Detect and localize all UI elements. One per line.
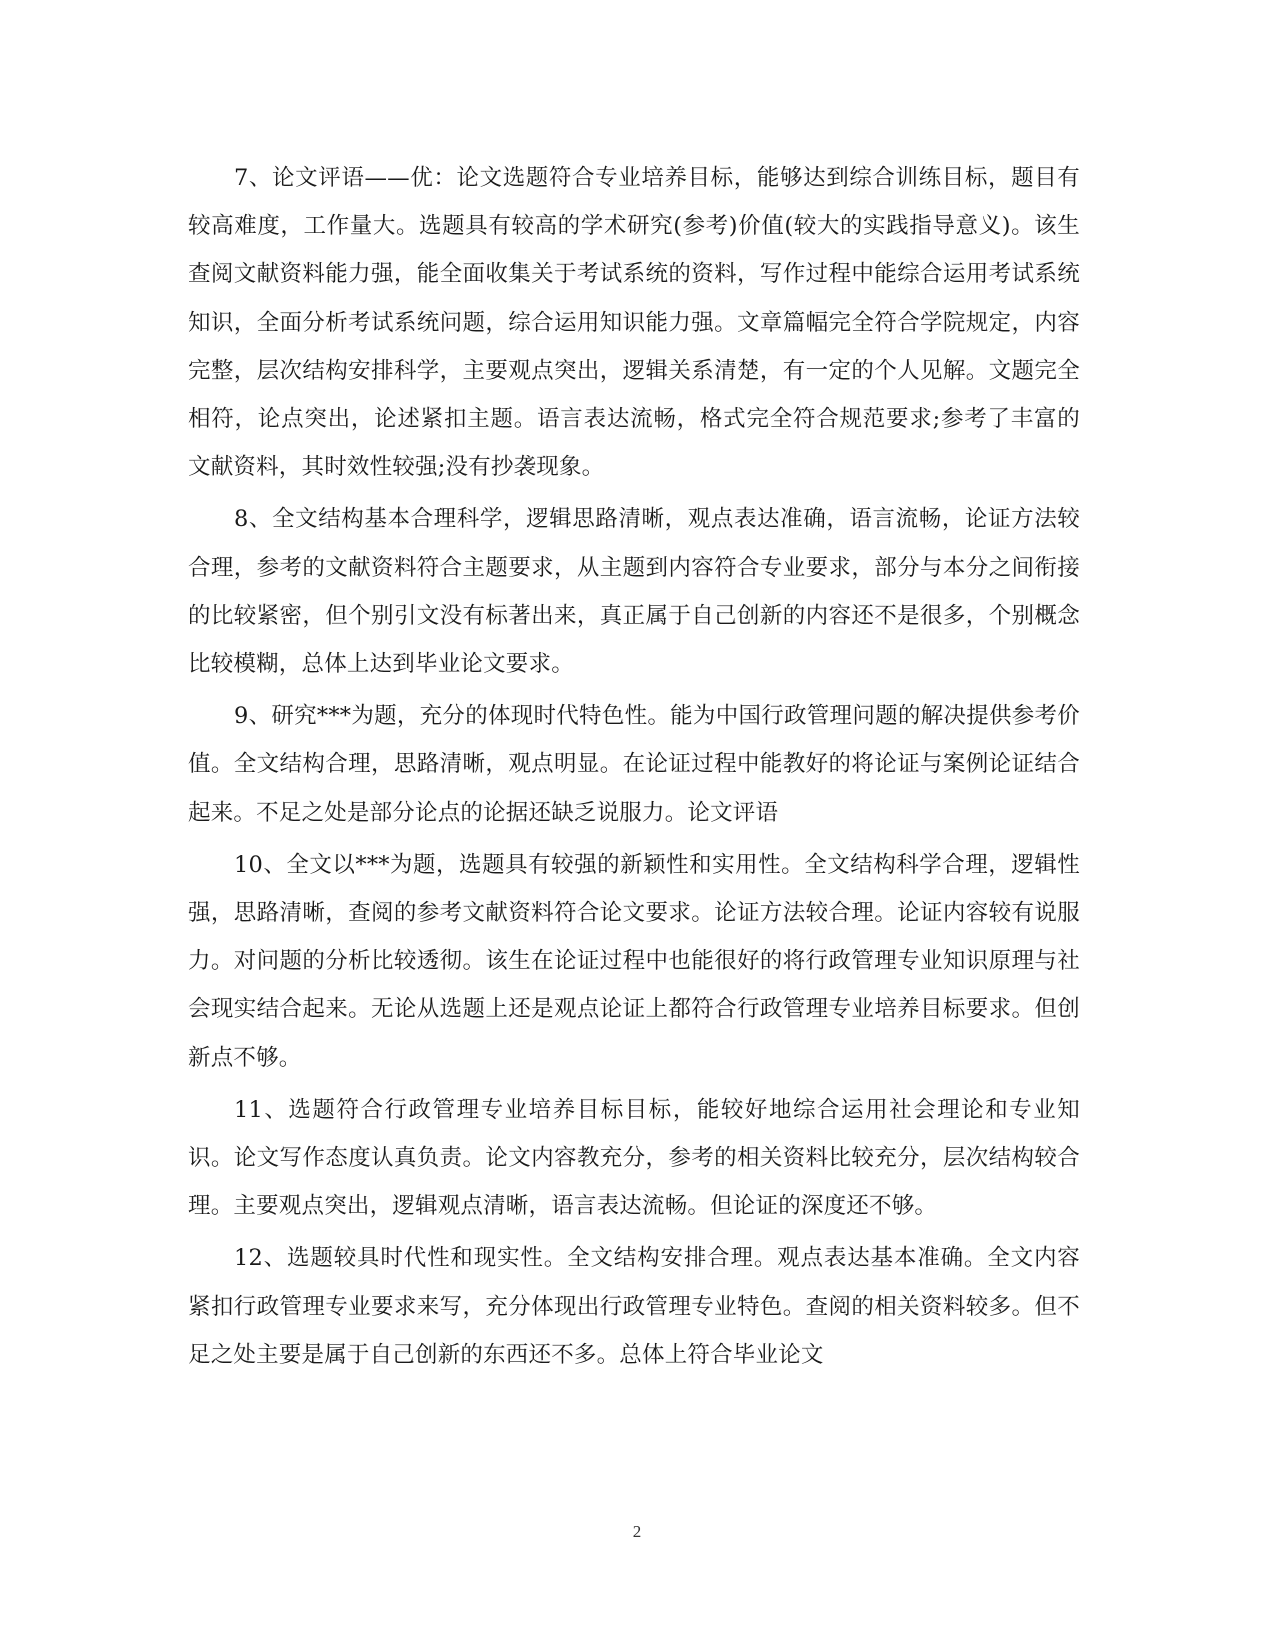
paragraph-11: 11、选题符合行政管理专业培养目标目标，能较好地综合运用社会理论和专业知识。论文写作态度认真负责。论文内容教充分，参考的相关资料比较充分，层次结构较合理。主要观点突出，逻辑观点清晰，语言表达流畅。但论证的深度还不够。: [188, 1096, 1080, 1220]
paragraph-10: 10、全文以***为题，选题具有较强的新颖性和实用性。全文结构科学合理，逻辑性强，思路清晰，查阅的参考文献资料符合论文要求。论证方法较合理。论证内容较有说服力。对问题的分析比较透彻。该生在论证过程中也能很好的将行政管理专业知识原理与社会现实结合起来。无论从选题上还是观点论证上都符合行政管理专业培养目标要求。但创新点不够。: [188, 851, 1080, 1071]
paragraph-8: 8、全文结构基本合理科学，逻辑思路清晰，观点表达准确，语言流畅，论证方法较合理，参考的文献资料符合主题要求，从主题到内容符合专业要求，部分与本分之间衔接的比较紧密，但个别引文没有标著出来，真正属于自己创新的内容还不是很多，个别概念比较模糊，总体上达到毕业论文要求。: [188, 506, 1080, 678]
document-body: [188, 154, 1080, 1383]
paragraph-7: 7、论文评语——优：论文选题符合专业培养目标，能够达到综合训练目标，题目有较高难度，工作量大。选题具有较高的学术研究(参考)价值(较大的实践指导意义)。该生查阅文献资料能力强，能全面收集关于考试系统的资料，写作过程中能综合运用考试系统知识，全面分析考试系统问题，综合运用知识能力强。文章篇幅完全符合学院规定，内容完整，层次结构安排科学，主要观点突出，逻辑关系清楚，有一定的个人见解。文题完全相符，论点突出，论述紧扣主题。语言表达流畅，格式完全符合规范要求;参考了丰富的文献资料，其时效性较强;没有抄袭现象。: [188, 165, 1080, 481]
page-number: 2: [632, 1522, 642, 1541]
paragraph-12: 12、选题较具时代性和现实性。全文结构安排合理。观点表达基本准确。全文内容紧扣行政管理专业要求来写，充分体现出行政管理专业特色。查阅的相关资料较多。但不足之处主要是属于自己创新的东西还不多。总体上符合毕业论文: [188, 1245, 1080, 1368]
paragraph-9: 9、研究***为题，充分的体现时代特色性。能为中国行政管理问题的解决提供参考价值。全文结构合理，思路清晰，观点明显。在论证过程中能教好的将论证与案例论证结合起来。不足之处是部分论点的论据还缺乏说服力。论文评语: [188, 703, 1080, 826]
